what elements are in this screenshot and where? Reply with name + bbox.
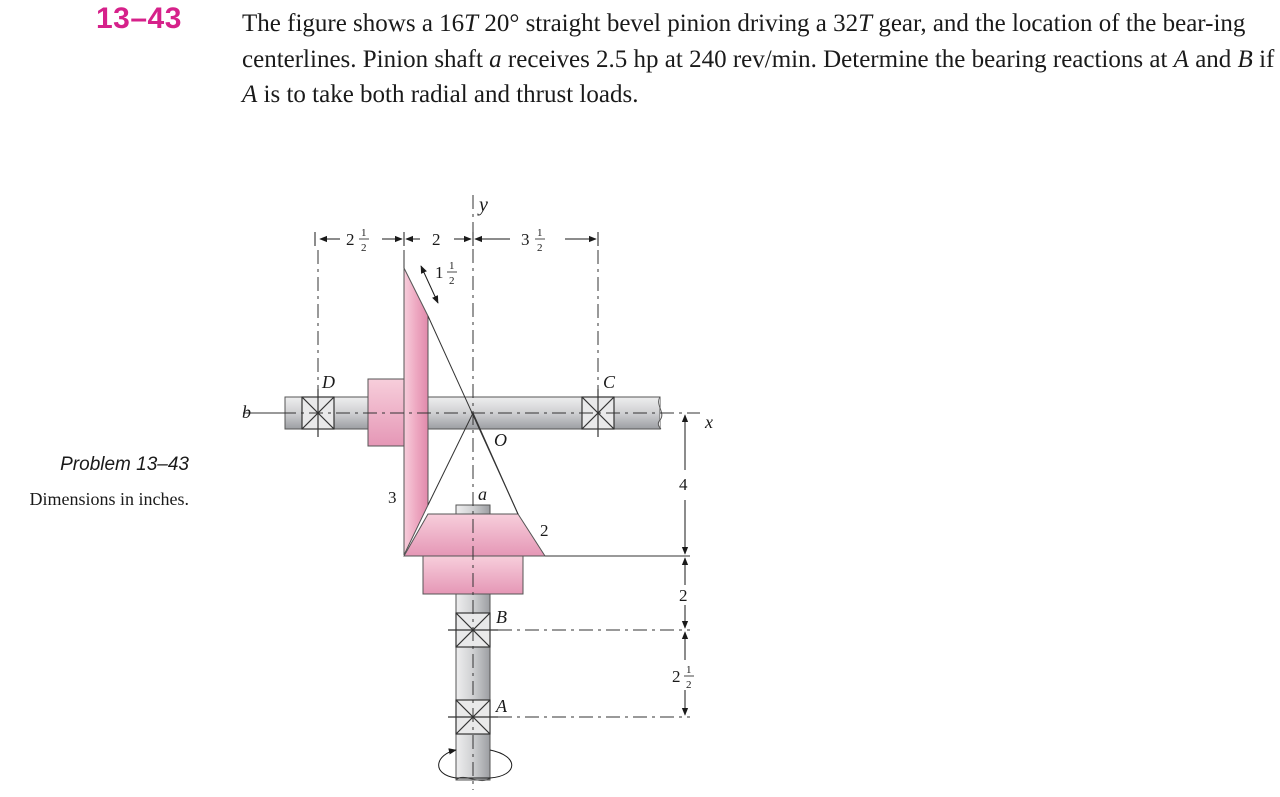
label-a-shaft: a <box>478 484 487 504</box>
statement-run: T <box>858 10 873 37</box>
svg-text:2: 2 <box>361 242 367 254</box>
bevel-pinion-16t <box>404 514 545 556</box>
dim-two-and-half-top <box>346 227 369 254</box>
statement-run: T <box>464 10 479 37</box>
statement-run: is to take both radial and thrust loads. <box>257 81 639 108</box>
label-d: D <box>322 372 335 392</box>
svg-text:2: 2 <box>537 242 543 254</box>
dim-two-right: 2 <box>679 586 688 605</box>
svg-text:1: 1 <box>449 260 455 272</box>
statement-run: gear, and the location of the bear-ing centerlines. Pinion shaft <box>242 10 1246 73</box>
svg-text:3: 3 <box>521 230 530 249</box>
statement-run: a <box>489 45 502 73</box>
figure-caption-title: Problem 13–43 <box>60 454 189 475</box>
label-c: C <box>603 372 616 392</box>
statement-run: 20° straight bevel pinion driving a 32 <box>478 10 859 37</box>
dim-four: 4 <box>679 475 688 494</box>
dim-two-top: 2 <box>432 230 441 249</box>
svg-text:2: 2 <box>449 275 455 287</box>
statement-run: B <box>1237 45 1253 73</box>
label-b-bearing: B <box>496 607 507 627</box>
svg-text:1: 1 <box>537 227 543 239</box>
label-b: b <box>242 402 251 422</box>
svg-text:1: 1 <box>435 263 444 282</box>
dim-two-and-half-right <box>672 664 694 691</box>
svg-text:2: 2 <box>346 230 355 249</box>
svg-text:1: 1 <box>686 664 692 676</box>
label-o: O <box>494 430 507 450</box>
label-pinion-width: 2 <box>540 521 549 540</box>
statement-run: A <box>1173 45 1189 73</box>
label-x: x <box>705 412 713 432</box>
statement-run: receives 2.5 hp at 240 rev/min. Determine the bearing reactions at <box>501 45 1174 73</box>
label-a-bearing: A <box>496 696 507 716</box>
problem-number: 13–43 <box>96 2 182 35</box>
svg-text:2: 2 <box>672 667 681 686</box>
bevel-gear-32t <box>404 268 428 555</box>
dim-three-and-half <box>521 227 545 254</box>
statement-run: and <box>1188 45 1238 73</box>
statement-run: The figure shows a 16 <box>242 10 465 37</box>
label-y: y <box>479 194 488 216</box>
statement-run: if <box>1252 45 1275 73</box>
svg-text:2: 2 <box>686 679 692 691</box>
svg-text:1: 1 <box>361 227 367 239</box>
figure-caption-subtitle: Dimensions in inches. <box>29 489 189 509</box>
statement-run: A <box>242 81 258 108</box>
dim-one-and-half <box>435 260 457 287</box>
label-gear-width: 3 <box>388 488 397 507</box>
